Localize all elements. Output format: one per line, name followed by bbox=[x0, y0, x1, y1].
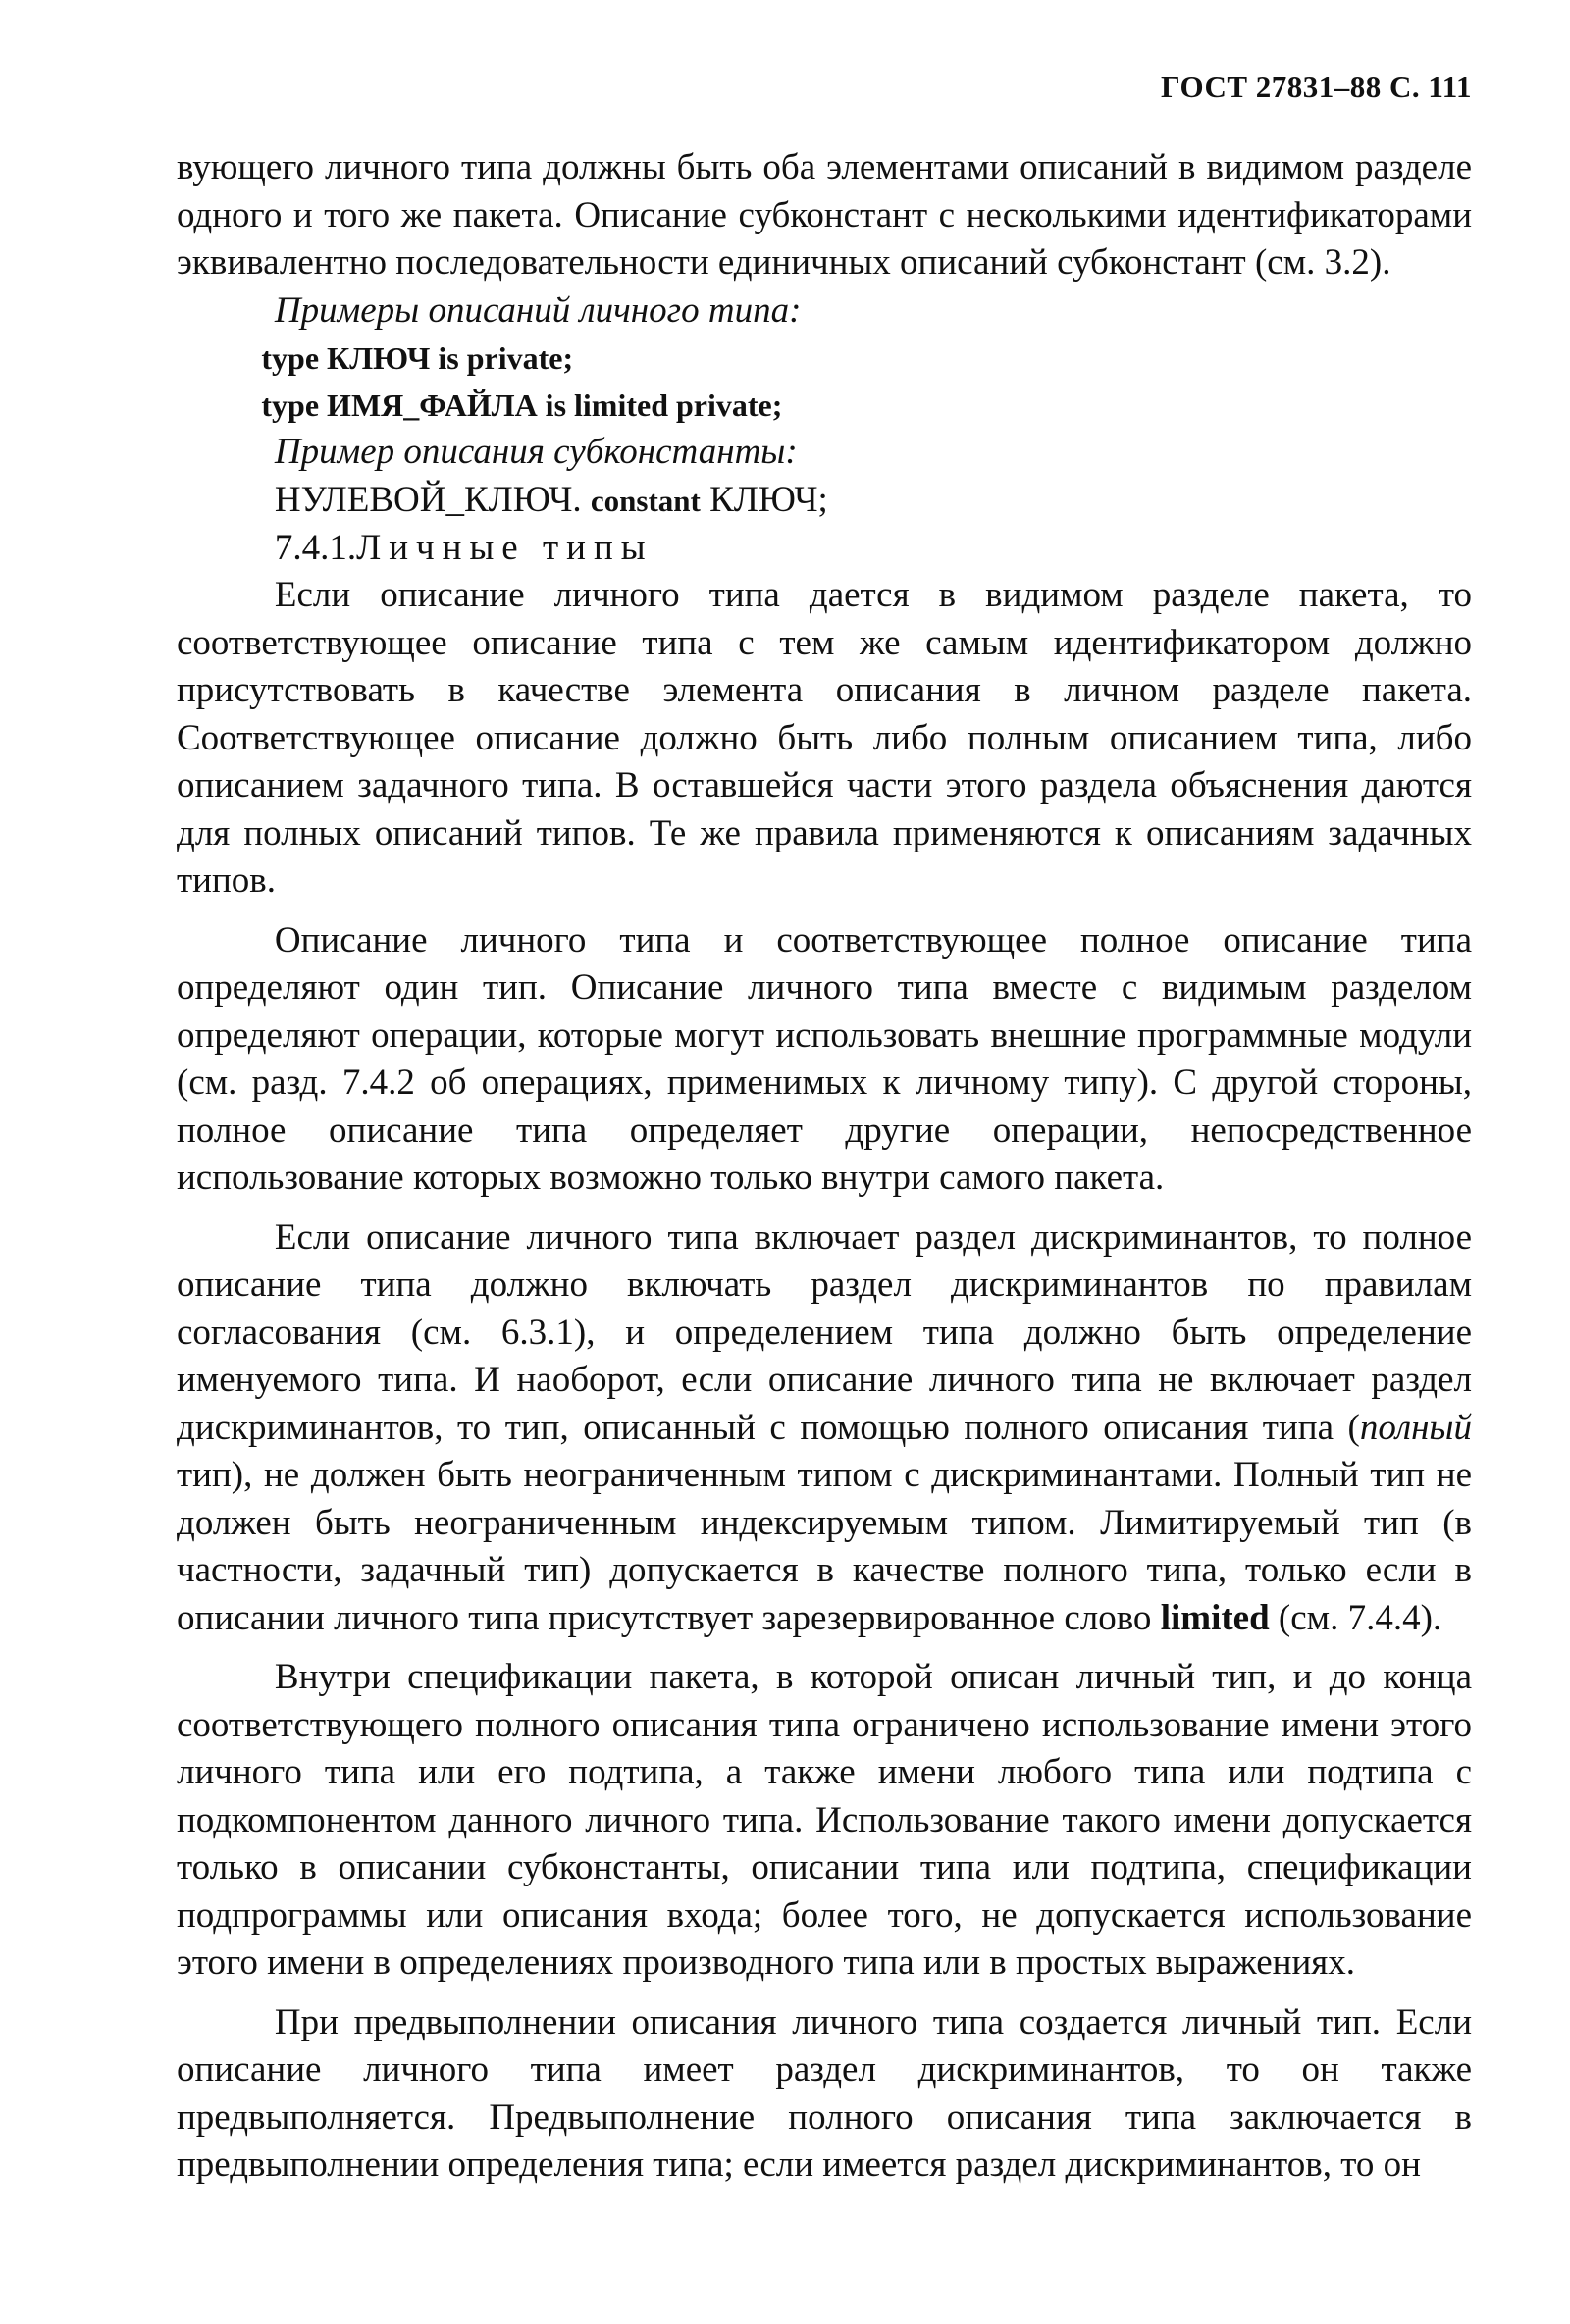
section-title: Личные типы bbox=[356, 527, 654, 568]
paragraph-4: Внутри спецификации пакета, в которой описан личный тип, и до конца соответствующего полного описания типа ограничено использование имени этого личного типа или его подтипа, а также имени любого типа или подтипа с подкомпонентом данного личного типа. Использование такого имени допускается только в описании субконстанты, описании типа или подтипа, спецификации подпрограммы или описания входа; более того, не допускается использование этого имени в определениях производного типа или в простых выражениях. bbox=[177, 1657, 1472, 1984]
paragraph-3-bold: limited bbox=[1160, 1597, 1270, 1638]
paragraph-3-italic: полный bbox=[1359, 1407, 1472, 1448]
running-head: ГОСТ 27831–88 С. 111 bbox=[1161, 70, 1472, 104]
body-text bbox=[177, 144, 1472, 2190]
code-line-1: type КЛЮЧ is private; bbox=[261, 340, 574, 377]
examples-private-heading: Примеры описаний личного типа: bbox=[274, 289, 802, 331]
paragraph-3-part-c: (см. 7.4.4). bbox=[1269, 1597, 1442, 1638]
code-line-3-keyword: constant bbox=[590, 483, 701, 518]
paragraph-intro: вующего личного типа должны быть оба элементами описаний в видимом разделе одного и того же пакета. Описание субконстант с несколькими идентификаторами эквивалентно последовательности единичных описаний субконстант (см. 3.2). bbox=[177, 147, 1472, 284]
paragraph-3 bbox=[177, 1214, 1472, 1643]
code-line-2: type ИМЯ_ФАЙЛА is limited private; bbox=[261, 387, 783, 424]
example-subconst-heading: Пример описания субконстанты: bbox=[274, 432, 798, 473]
code-line-3-name: НУЛЕВОЙ_КЛЮЧ. bbox=[274, 479, 582, 520]
section-number: 7.4.1. bbox=[274, 527, 357, 568]
paragraph-2: Описание личного типа и соответствующее полное описание типа определяют один тип. Описание личного типа вместе с видимым разделом определяют операции, которые могут использовать внешние программные модули (см. разд. 7.4.2 об операциях, применимых к личному типу). С другой стороны, полное описание типа определяет другие операции, непосредственное использование которых возможно только внутри самого пакета. bbox=[177, 919, 1472, 1199]
paragraph-5: При предвыполнении описания личного типа создается личный тип. Если описание личного типа имеет раздел дискриминантов, то он также предвыполняется. Предвыполнение полного описания типа заключается в предвыполнении определения типа; если имеется раздел дискриминантов, то он bbox=[177, 2001, 1472, 2186]
paragraph-3-part-b: тип), не должен быть неограниченным типом с дискриминантами. Полный тип не должен быть неограниченным индексируемым типом. Лимитируемый тип (в частности, задачный тип) допускается в качестве полного типа, только если в описании личного типа присутствует зарезервированное слово bbox=[177, 1455, 1472, 1638]
code-line-3-type: КЛЮЧ; bbox=[709, 479, 828, 520]
paragraph-3-part-a: Если описание личного типа включает раздел дискриминантов, то полное описание типа должно включать раздел дискриминантов по правилам согласования (см. 6.3.1), и определением типа должно быть определение именуемого типа. И наоборот, если описание личного типа не включает раздел дискриминантов, то тип, описанный с помощью полного описания типа ( bbox=[177, 1216, 1472, 1448]
section-heading bbox=[177, 525, 1472, 573]
paragraph-1: Если описание личного типа дается в видимом разделе пакета, то соответствующее описание типа с тем же самым идентификатором должно присутствовать в качестве элемента описания в личном разделе пакета. Соответствующее описание должно быть либо полным описанием типа, либо описанием задачного типа. В оставшейся части этого раздела объяснения даются для полных описаний типов. Те же правила применяются к описаниям задачных типов. bbox=[177, 575, 1472, 902]
code-line-3 bbox=[177, 477, 1472, 525]
